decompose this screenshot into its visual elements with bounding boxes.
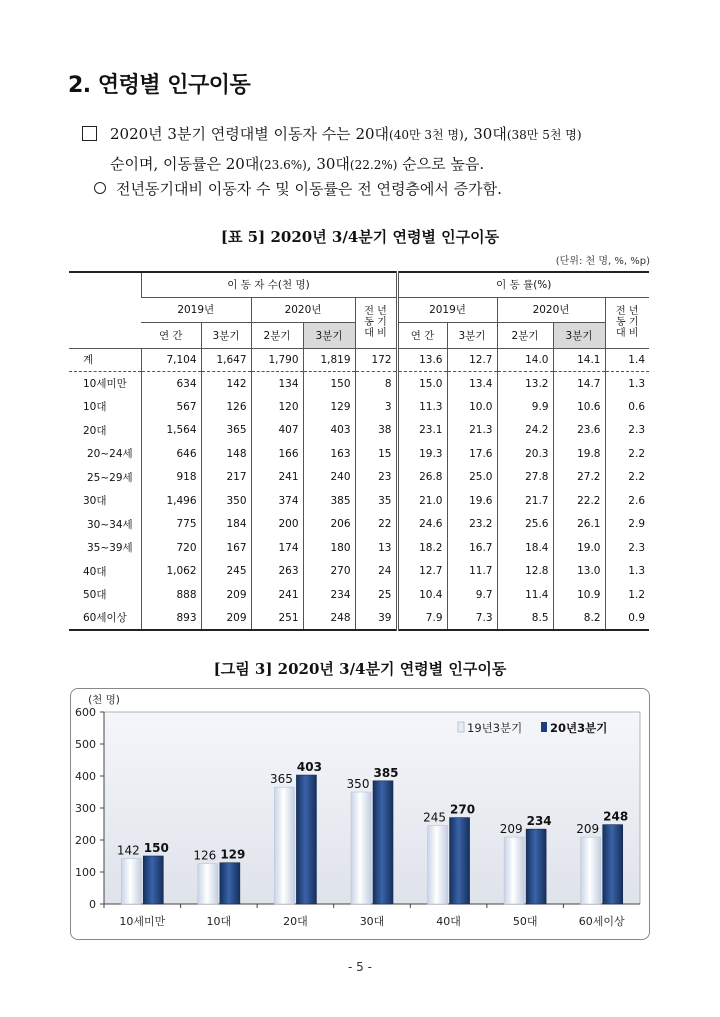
x-tick-label: 20대: [283, 915, 308, 928]
header-annual-rate: 연 간: [397, 322, 447, 348]
table-cell: 251: [251, 607, 303, 631]
table-title: [표 5] 2020년 3/4분기 연령별 인구이동: [220, 228, 500, 246]
table-cell: 18.4: [497, 536, 553, 560]
table-cell: 22: [355, 513, 397, 537]
summary-text-d: (38만 5천 명): [506, 128, 582, 142]
table-cell: 2.3: [605, 536, 649, 560]
row-label: 60세이상: [69, 607, 141, 631]
table-cell: 350: [201, 489, 251, 513]
table-cell: 24.2: [497, 419, 553, 443]
legend-swatch-2019q3: [458, 722, 464, 732]
data-label: 385: [373, 765, 399, 780]
table-cell: 217: [201, 466, 251, 490]
table-cell: 2.6: [605, 489, 649, 513]
legend-label-2019q3: 19년3분기: [467, 721, 523, 735]
data-label: 209: [499, 822, 523, 837]
header-q3: 3분기: [201, 322, 251, 348]
table-cell: 7.9: [397, 607, 447, 631]
table-cell: 407: [251, 419, 303, 443]
table-cell: 14.1: [553, 348, 605, 372]
table-cell: 13.6: [397, 348, 447, 372]
table-cell: 1,790: [251, 348, 303, 372]
bar-2019q3: [274, 787, 294, 904]
table-cell: 27.8: [497, 466, 553, 490]
table-cell: 26.8: [397, 466, 447, 490]
table-cell: 15: [355, 442, 397, 466]
data-label: 248: [603, 809, 629, 824]
summary-text-i: 순으로 높음.: [397, 155, 485, 173]
table-cell: 3: [355, 395, 397, 419]
table-cell: 1,496: [141, 489, 201, 513]
summary-text-b: (40만 3천 명): [389, 128, 464, 142]
table-cell: 23: [355, 466, 397, 490]
table-cell: 11.7: [447, 560, 497, 584]
table-cell: 20.3: [497, 442, 553, 466]
table-cell: 10.0: [447, 395, 497, 419]
table-cell: 12.8: [497, 560, 553, 584]
summary-text-a: 2020년 3분기 연령대별 이동자 수는 20대: [110, 125, 390, 143]
table-cell: 374: [251, 489, 303, 513]
table-cell: 18.2: [397, 536, 447, 560]
bar-2019q3: [581, 837, 601, 904]
table-cell: 270: [303, 560, 355, 584]
x-tick-label: 30대: [359, 915, 385, 928]
data-label: 129: [220, 847, 246, 862]
table-cell: 19.0: [553, 536, 605, 560]
bar-2020q3: [526, 829, 546, 904]
table-cell: 17.6: [447, 442, 497, 466]
table-cell: 8.5: [497, 607, 553, 631]
table-cell: 775: [141, 513, 201, 537]
page-number: - 5 -: [348, 960, 372, 974]
table-cell: 25.6: [497, 513, 553, 537]
row-label: 계: [69, 348, 141, 372]
header-2019-movers: 2019년: [141, 297, 251, 322]
table-cell: 27.2: [553, 466, 605, 490]
y-tick-label: 0: [89, 898, 96, 911]
table-cell: 403: [303, 419, 355, 443]
table-cell: 23.1: [397, 419, 447, 443]
bar-2020q3: [373, 781, 393, 904]
bar-2019q3: [504, 837, 524, 904]
table-cell: 241: [251, 466, 303, 490]
table-cell: 24.6: [397, 513, 447, 537]
data-label: 365: [269, 772, 293, 787]
table-cell: 720: [141, 536, 201, 560]
table-cell: 12.7: [447, 348, 497, 372]
table-cell: 7.3: [447, 607, 497, 631]
table-cell: 10.6: [553, 395, 605, 419]
table-cell: 19.8: [553, 442, 605, 466]
x-tick-label: 60세이상: [578, 915, 625, 928]
table-cell: 1,062: [141, 560, 201, 584]
table-cell: 167: [201, 536, 251, 560]
table-cell: 9.9: [497, 395, 553, 419]
row-label: 50대: [83, 589, 107, 602]
data-label: 270: [450, 802, 476, 817]
header-q2-rate: 2분기: [497, 322, 553, 348]
table-cell: 120: [251, 395, 303, 419]
table-cell: 38: [355, 419, 397, 443]
bar-2019q3: [428, 826, 448, 904]
header-q3-2020: 3분기: [303, 322, 355, 348]
bar-2019q3: [351, 792, 371, 904]
plot-area: [104, 712, 640, 904]
table-cell: 21.0: [397, 489, 447, 513]
table-cell: 166: [251, 442, 303, 466]
figure-title: [그림 3] 2020년 3/4분기 연령별 인구이동: [213, 660, 507, 678]
table-cell: 893: [141, 607, 201, 631]
table-cell: 35: [355, 489, 397, 513]
bar-2020q3: [450, 818, 470, 904]
table-cell: 10.4: [397, 583, 447, 607]
table-cell: 184: [201, 513, 251, 537]
bar-2019q3: [121, 859, 141, 904]
summary-text-h: (22.2%): [349, 158, 398, 172]
header-yoy-rate: 전 년 동 기 대 비: [605, 297, 649, 348]
sub-bullet-text: 전년동기대비 이동자 수 및 이동률은 전 연령층에서 증가함.: [116, 180, 502, 198]
table-cell: 240: [303, 466, 355, 490]
table-cell: 10.9: [553, 583, 605, 607]
table-cell: 21.7: [497, 489, 553, 513]
table-unit: (단위: 천 명, %, %p): [555, 256, 650, 267]
summary-text-c: , 30대: [463, 125, 507, 143]
table-cell: 8.2: [553, 607, 605, 631]
table-cell: 234: [303, 583, 355, 607]
table-cell: 25.0: [447, 466, 497, 490]
table-cell: 646: [141, 442, 201, 466]
section-heading: 2. 연령별 인구이동: [68, 73, 251, 98]
data-label: 209: [576, 822, 600, 837]
table-cell: 2.9: [605, 513, 649, 537]
table-cell: 263: [251, 560, 303, 584]
table-cell: 39: [355, 607, 397, 631]
table-cell: 888: [141, 583, 201, 607]
data-label: 142: [116, 843, 140, 858]
table-cell: 248: [303, 607, 355, 631]
table-cell: 24: [355, 560, 397, 584]
table-cell: 180: [303, 536, 355, 560]
table-cell: 142: [201, 372, 251, 396]
data-label: 350: [346, 777, 370, 791]
row-label: 30대: [83, 495, 107, 508]
legend-swatch-2020q3: [541, 722, 547, 732]
header-annual: 연 간: [141, 322, 201, 348]
table-cell: 12.7: [397, 560, 447, 584]
summary-text-g: , 30대: [306, 155, 350, 173]
table-cell: 2.3: [605, 419, 649, 443]
header-rate: 이 동 률(%): [397, 272, 649, 297]
x-tick-label: 50대: [512, 915, 538, 928]
header-2019-rate: 2019년: [397, 297, 497, 322]
header-q2: 2분기: [251, 322, 303, 348]
table-cell: 11.4: [497, 583, 553, 607]
header-q3-rate: 3분기: [447, 322, 497, 348]
data-label: 403: [296, 760, 322, 775]
table-cell: 1,819: [303, 348, 355, 372]
table-cell: 19.6: [447, 489, 497, 513]
table-cell: 8: [355, 372, 397, 396]
row-label: 20~24세: [87, 448, 133, 461]
row-label: 10대: [83, 401, 107, 414]
table-cell: 365: [201, 419, 251, 443]
table-cell: 15.0: [397, 372, 447, 396]
table-cell: 21.3: [447, 419, 497, 443]
data-label: 234: [526, 814, 552, 829]
table-cell: 126: [201, 395, 251, 419]
table-cell: 13: [355, 536, 397, 560]
table-cell: 567: [141, 395, 201, 419]
row-label: 20대: [83, 424, 107, 437]
table-cell: 206: [303, 513, 355, 537]
table-cell: 1,564: [141, 419, 201, 443]
table-cell: 172: [355, 348, 397, 372]
summary-text-f: (23.6%): [259, 158, 307, 172]
table-cell: 11.3: [397, 395, 447, 419]
table-cell: 918: [141, 466, 201, 490]
table-cell: 134: [251, 372, 303, 396]
bar-2020q3: [220, 863, 240, 904]
row-label: 25~29세: [87, 471, 133, 484]
table-cell: 174: [251, 536, 303, 560]
table-cell: 23.6: [553, 419, 605, 443]
table-cell: 13.4: [447, 372, 497, 396]
y-tick-label: 300: [75, 802, 96, 815]
table-cell: 26.1: [553, 513, 605, 537]
table-cell: 9.7: [447, 583, 497, 607]
table-cell: 163: [303, 442, 355, 466]
bar-2020q3: [603, 825, 623, 904]
table-cell: 209: [201, 583, 251, 607]
bar-2020q3: [143, 856, 163, 904]
x-tick-label: 10세미만: [119, 915, 166, 928]
row-label: 40대: [83, 565, 107, 578]
row-label: 10세미만: [83, 378, 127, 390]
table-cell: 19.3: [397, 442, 447, 466]
table-cell: 1.2: [605, 583, 649, 607]
table-cell: 385: [303, 489, 355, 513]
table-cell: 14.7: [553, 372, 605, 396]
table-cell: 129: [303, 395, 355, 419]
legend-label-2020q3: 20년3분기: [550, 721, 608, 735]
table-cell: 1.3: [605, 560, 649, 584]
table-cell: 200: [251, 513, 303, 537]
y-axis-label: (천 명): [88, 694, 120, 706]
data-label: 126: [193, 848, 217, 863]
header-yoy-movers: 전 년 동 기 대 비: [355, 297, 397, 348]
row-label: 35~39세: [87, 542, 133, 555]
header-2020-rate: 2020년: [497, 297, 605, 322]
row-label: 30~34세: [87, 518, 133, 531]
table-cell: 150: [303, 372, 355, 396]
table-cell: 1.4: [605, 348, 649, 372]
header-movers: 이 동 자 수(천 명): [141, 272, 397, 297]
table-cell: 25: [355, 583, 397, 607]
table-cell: 0.6: [605, 395, 649, 419]
table-cell: 13.0: [553, 560, 605, 584]
table-cell: 1,647: [201, 348, 251, 372]
y-tick-label: 400: [75, 770, 96, 783]
bar-2020q3: [296, 775, 316, 904]
table-cell: 14.0: [497, 348, 553, 372]
y-tick-label: 200: [75, 834, 96, 847]
header-q3-2020-rate: 3분기: [553, 322, 605, 348]
table-cell: 16.7: [447, 536, 497, 560]
x-tick-label: 10대: [206, 915, 232, 928]
bar-2019q3: [198, 864, 218, 904]
table-cell: 2.2: [605, 466, 649, 490]
table-cell: 245: [201, 560, 251, 584]
x-tick-label: 40대: [436, 915, 461, 928]
table-cell: 241: [251, 583, 303, 607]
data-label: 245: [423, 810, 447, 825]
y-tick-label: 500: [75, 738, 96, 751]
y-tick-label: 100: [75, 866, 96, 879]
table-cell: 22.2: [553, 489, 605, 513]
table-cell: 209: [201, 607, 251, 631]
header-2020-movers: 2020년: [251, 297, 355, 322]
table-cell: 2.2: [605, 442, 649, 466]
table-cell: 148: [201, 442, 251, 466]
data-label: 150: [143, 841, 169, 855]
table-cell: 0.9: [605, 607, 649, 631]
table-cell: 1.3: [605, 372, 649, 396]
table-cell: 634: [141, 372, 201, 396]
table-cell: 7,104: [141, 348, 201, 372]
table-cell: 23.2: [447, 513, 497, 537]
summary-text-e: 순이며, 이동률은 20대: [110, 155, 260, 173]
table-cell: 13.2: [497, 372, 553, 396]
y-tick-label: 600: [75, 706, 96, 719]
